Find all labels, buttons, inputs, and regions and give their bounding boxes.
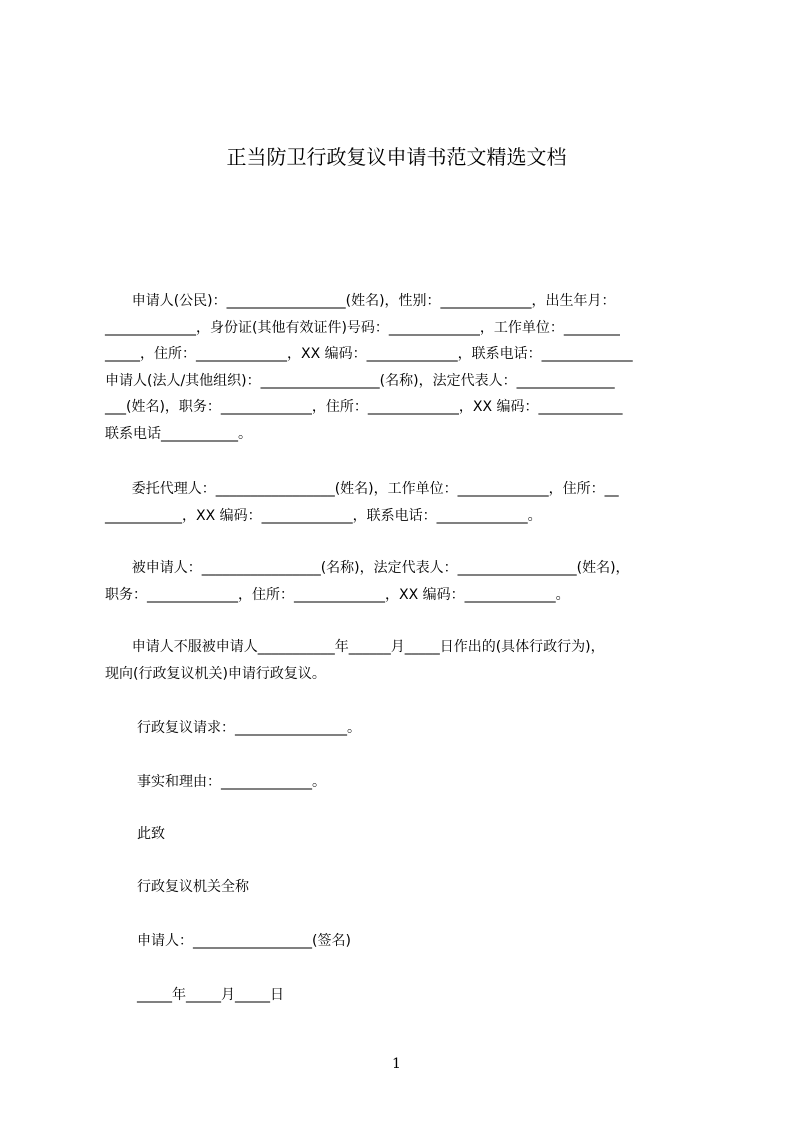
facts-and-reasons-line: 事实和理由：_____________。 xyxy=(137,774,326,790)
applicant-line-1: 申请人(公民)：_________________(姓名)，性别：_____________，出生年月： xyxy=(105,293,616,309)
applicant-line-6: 联系电话___________。 xyxy=(105,425,252,442)
signature-line: 申请人：_________________(签名) xyxy=(137,933,351,949)
respectfully-line: 此致 xyxy=(137,826,165,842)
applicant-line-2: _____________，身份证(其他有效证件)号码：_____________，工作单位：________ xyxy=(105,319,620,336)
date-line: _____年_____月_____日 xyxy=(137,987,284,1003)
page-title: 正当防卫行政复议申请书范文精选文档 xyxy=(226,145,567,169)
agent-line-1: 委托代理人：_________________(姓名)，工作单位：_____________，住所：__ xyxy=(105,481,619,497)
review-request-line: 行政复议请求：________________。 xyxy=(137,720,361,736)
agent-line-2: ___________，XX 编码：_____________，联系电话：_____________。 xyxy=(105,507,542,524)
applicant-line-4: 申请人(法人/其他组织)：_________________(名称)，法定代表人：______________ xyxy=(105,372,615,389)
applicant-line-5: ___(姓名)，职务：_____________，住所：_____________，XX 编码：____________ xyxy=(105,399,623,415)
respondent-line-2: 职务：_____________，住所：_____________，XX 编码：_____________。 xyxy=(105,586,570,603)
statement-paragraph xyxy=(105,634,705,687)
page-number: 1 xyxy=(392,1056,401,1072)
respondent-paragraph xyxy=(105,555,705,608)
statement-line-1: 申请人不服被申请人___________年______月_____日作出的(具体行政行为)， xyxy=(105,639,605,655)
agent-paragraph xyxy=(105,476,705,529)
respondent-line-1: 被申请人：_________________(名称)，法定代表人：_________________(姓名)， xyxy=(105,560,630,576)
applicant-line-3: _____，住所：_____________，XX 编码：_____________，联系电话：_____________ xyxy=(105,346,633,362)
review-authority-line: 行政复议机关全称 xyxy=(137,879,249,895)
statement-line-2: 现向(行政复议机关)申请行政复议。 xyxy=(105,665,326,682)
applicant-paragraph xyxy=(105,288,705,447)
